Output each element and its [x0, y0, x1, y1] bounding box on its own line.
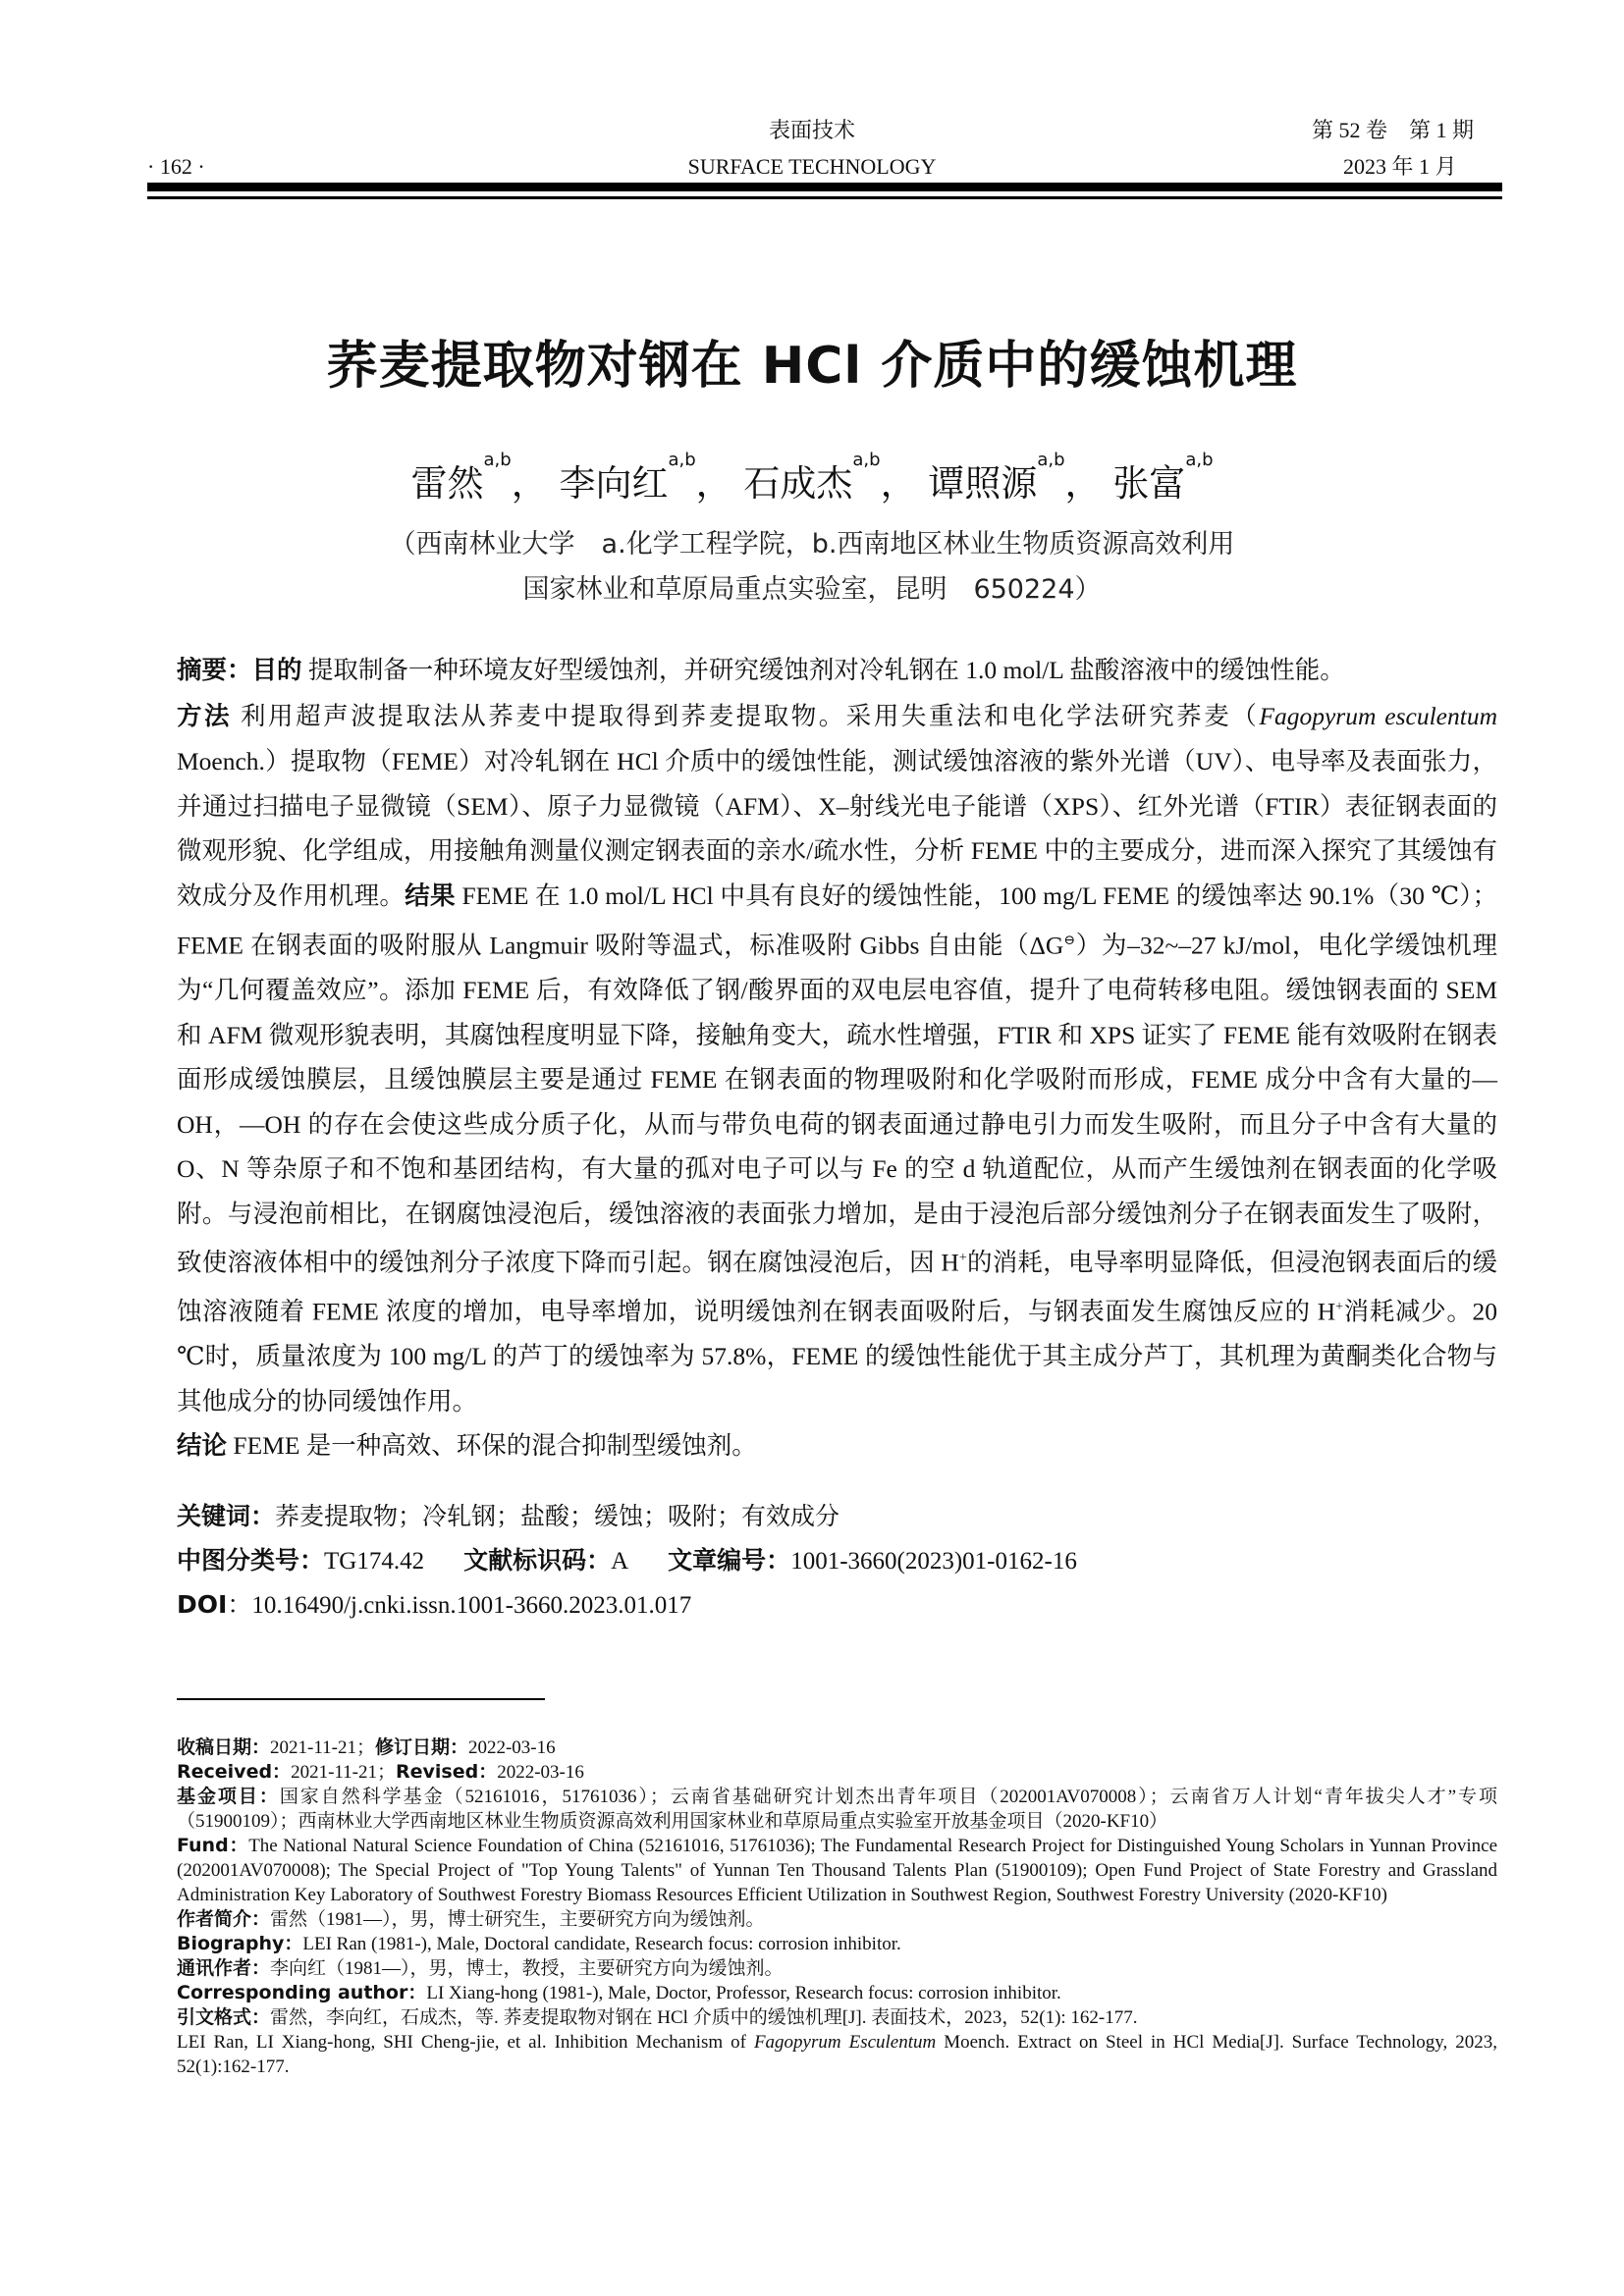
value: LEI Ran (1981-), Male, Doctoral candidate, Research focus: corrosion inhibitor. [302, 1934, 901, 1954]
corresponding-en [177, 1981, 1497, 2005]
received-cn [177, 1735, 1497, 1760]
author-affiliation-mark: a,b [668, 450, 696, 470]
author-list [0, 450, 1624, 507]
author [1112, 450, 1214, 505]
label: Fund： [177, 1835, 249, 1856]
affiliation-line-1: （西南林业大学 a.化学工程学院，b.西南地区林业生物质资源高效利用 [389, 529, 1235, 560]
label: Biography： [177, 1933, 303, 1954]
doi-value[interactable]: ：10.16490/j.cnki.issn.1001-3660.2023.01.017 [227, 1592, 692, 1619]
article-number-value: 1001-3660(2023)01-0162-16 [790, 1548, 1077, 1575]
separator: ， [695, 462, 732, 505]
received-en [177, 1760, 1497, 1785]
label: Corresponding author： [177, 1982, 427, 2003]
author-name: 雷然 [410, 462, 484, 505]
results-text: 的消耗，电导率明显降低，但浸泡钢表面后的缓蚀溶液随着 FEME 浓度的增加，电导率增加，说明缓蚀剂在钢表面吸附后，与钢表面发生腐蚀反应的 H [177, 1248, 1497, 1326]
volume-issue: 第 52 卷 第 1 期 [1312, 118, 1475, 142]
value: 2022-03-16 [467, 1737, 556, 1758]
bio-en [177, 1932, 1497, 1956]
keywords [177, 1502, 839, 1532]
paper-title: 荞麦提取物对钢在 HCl 介质中的缓蚀机理 [326, 337, 1298, 396]
author [743, 450, 881, 505]
header-rule-thin [147, 196, 1502, 199]
author-name: 石成杰 [743, 462, 853, 505]
author-name: 张富 [1112, 462, 1186, 505]
keywords-label: 关键词： [177, 1502, 276, 1530]
value: 2021-11-21； [291, 1762, 397, 1783]
label: Received： [177, 1761, 292, 1783]
article-number-label: 文章编号： [668, 1546, 791, 1575]
journal-name-cn: 表面技术 [768, 118, 855, 142]
objective-label: 目的 [251, 656, 302, 685]
author-affiliation-mark: a,b [852, 450, 881, 470]
author-affiliation-mark: a,b [483, 450, 512, 470]
value: 李向红（1981—），男，博士，教授，主要研究方向为缓蚀剂。 [270, 1958, 784, 1979]
objective-text: 提取制备一种环境友好型缓蚀剂，并研究缓蚀剂对冷轧钢在 1.0 mol/L 盐酸溶液中的缓蚀性能。 [301, 656, 1345, 684]
journal-name-en: SURFACE TECHNOLOGY [687, 154, 937, 179]
separator: ， [511, 462, 548, 505]
header-rule-thick [147, 183, 1502, 191]
label: 基金项目： [177, 1786, 280, 1807]
footnote-rule [177, 1698, 545, 1700]
value: 2022-03-16 [497, 1762, 584, 1783]
fund-en [177, 1834, 1497, 1907]
abstract [177, 648, 1497, 1469]
clc-label: 中图分类号： [177, 1546, 325, 1575]
abstract-label: 摘要： [177, 656, 252, 685]
value: 雷然（1981—），男，博士研究生，主要研究方向为缓蚀剂。 [270, 1909, 765, 1930]
value: 雷然，李向红，石成杰，等. 荞麦提取物对钢在 HCl 介质中的缓蚀机理[J]. 表面技术，2023，52(1): 162-177. [270, 2007, 1138, 2028]
methods-text: Moench.）提取物（FEME）对冷轧钢在 HCl 介质中的缓蚀性能，测试缓蚀溶液的紫外光谱（UV）、电导率及表面张力，并通过扫描电子显微镜（SEM）、原子力显微镜（AFM）、X–射线光电子能谱（XPS）、红外光谱（FTIR）表征钢表面的微观形貌、化学组成，用接触角测量仪测定钢表面的亲水/疏水性，分析 FEME 中的主要成分，进而深入探究了其缓蚀有效成分及作用机理。 [177, 747, 1497, 910]
doi [177, 1590, 691, 1621]
fund-cn [177, 1785, 1497, 1834]
results-label: 结果 [405, 881, 456, 911]
author [410, 450, 512, 505]
label: 通讯作者： [177, 1957, 271, 1979]
author-affiliation-mark: a,b [1185, 450, 1214, 470]
label: 引文格式： [177, 2006, 271, 2028]
citation-en [177, 2030, 1497, 2079]
results-text: 消耗减少。20 ℃时，质量浓度为 100 mg/L 的芦丁的缓蚀率为 57.8%，FEME 的缓蚀性能优于其主成分芦丁，其机理为黄酮类化合物与其他成分的协同缓蚀作用。 [177, 1297, 1497, 1415]
citation-cn [177, 2005, 1497, 2030]
value: LI Xiang-hong (1981-), Male, Doctor, Professor, Research focus: corrosion inhibitor. [426, 1983, 1061, 2003]
label: Revised： [396, 1761, 498, 1783]
keywords-value: 荞麦提取物；冷轧钢；盐酸；缓蚀；吸附；有效成分 [275, 1504, 840, 1530]
abstract-conclusion [177, 1423, 1497, 1469]
abstract-objective [177, 648, 1497, 694]
superscript: + [958, 1251, 967, 1265]
superscript: + [1335, 1300, 1344, 1314]
doc-code-value: A [611, 1548, 629, 1575]
affiliation-line-2: 国家林业和草原局重点实验室，昆明 650224） [522, 574, 1102, 605]
species-name: Fagopyrum Esculentum [753, 2032, 937, 2053]
value: Moench. Extract on Steel in HCl Media[J]. Surface Technology, 2023, 52(1):162-177. [177, 2032, 1498, 2077]
author-name: 谭照源 [928, 462, 1038, 505]
author [559, 450, 696, 505]
conclusion-text: FEME 是一种高效、环保的混合抑制型缓蚀剂。 [227, 1431, 757, 1460]
abstract-methods-results [177, 694, 1497, 1424]
value: 2021-11-21； [270, 1737, 375, 1758]
page-number: · 162 · [147, 154, 205, 179]
results-text: FEME 在 1.0 mol/L HCl 中具有良好的缓蚀性能，100 mg/L FEME 的缓蚀率达 90.1%（30 ℃）；FEME 在钢表面的吸附服从 Langmuir 吸附等温式，标准吸附 Gibbs 自由能（ΔG [177, 881, 1497, 960]
conclusion-label: 结论 [177, 1431, 228, 1461]
separator: ， [880, 462, 917, 505]
label: 作者简介： [177, 1908, 271, 1930]
corresponding-cn [177, 1956, 1497, 1981]
doi-label: DOI [177, 1590, 228, 1619]
doc-code-label: 文献标识码： [463, 1546, 612, 1575]
methods-text: 利用超声波提取法从荞麦中提取得到荞麦提取物。采用失重法和电化学法研究荞麦（ [232, 701, 1260, 730]
footnotes [177, 1735, 1497, 2079]
author-name: 李向红 [559, 462, 669, 505]
methods-label: 方法 [177, 701, 233, 731]
clc-value: TG174.42 [324, 1548, 425, 1575]
results-text: ）为–32~–27 kJ/mol，电化学缓蚀机理为“几何覆盖效应”。添加 FEME 后，有效降低了钢/酸界面的双电层电容值，提升了电荷转移电阻。缓蚀钢表面的 SEM 和 AFM 微观形貌表明，其腐蚀程度明显下降，接触角变大，疏水性增强，FTIR 和 XPS 证实了 FEME 能有效吸附在钢表面形成缓蚀膜层，且缓蚀膜层主要是通过 FEME 在钢表面的物理吸附和化学吸附而形成，FEME 成分中含有大量的—OH，—OH 的存在会使这些成分质子化，从而与带负电荷的钢表面通过静电引力而发生吸附，而且分子中含有大量的 O、N 等杂原子和不饱和基团结构，有大量的孤对电子可以与 Fe 的空 d 轨道配位，从而产生缓蚀剂在钢表面的化学吸附。与浸泡前相比，在钢腐蚀浸泡后，缓蚀溶液的表面张力增加，是由于浸泡后部分缓蚀剂分子在钢表面发生了吸附，致使溶液体相中的缓蚀剂分子浓度下降而引起。钢在腐蚀浸泡后，因 H [177, 931, 1497, 1277]
value: The National Natural Science Foundation of China (52161016, 51761036); The Fundamental Research Project for Distinguished Young Scholars in Yunnan Province (202001AV070008); The Special Project of "Top Young Talents" of Yunnan Ten Thousand Talents Plan (51900109); Open Fund Project of State Forestry and Grassland Administration Key Laboratory of Southwest Forestry Biomass Resources Efficient Utilization in Southwest Region, Southwest Forestry University (2020-KF10) [177, 1836, 1498, 1905]
bio-cn [177, 1907, 1497, 1932]
classification [177, 1546, 1077, 1576]
value: LEI Ran, LI Xiang-hong, SHI Cheng-jie, et al. Inhibition Mechanism of [177, 2032, 754, 2053]
author [928, 450, 1065, 505]
issue-date: 2023 年 1 月 [1343, 154, 1457, 179]
label: 收稿日期： [177, 1736, 271, 1758]
superscript: ⊖ [1063, 934, 1076, 948]
author-affiliation-mark: a,b [1037, 450, 1065, 470]
value: 国家自然科学基金（52161016，51761036）；云南省基础研究计划杰出青年项目（202001AV070008）；云南省万人计划“青年拔尖人才”专项（51900109）；西南林业大学西南地区林业生物质资源高效利用国家林业和草原局重点实验室开放基金项目（2020-KF10） [177, 1787, 1497, 1832]
label: 修订日期： [374, 1736, 468, 1758]
species-name: Fagopyrum esculentum [1259, 701, 1497, 730]
separator: ， [1064, 462, 1102, 505]
